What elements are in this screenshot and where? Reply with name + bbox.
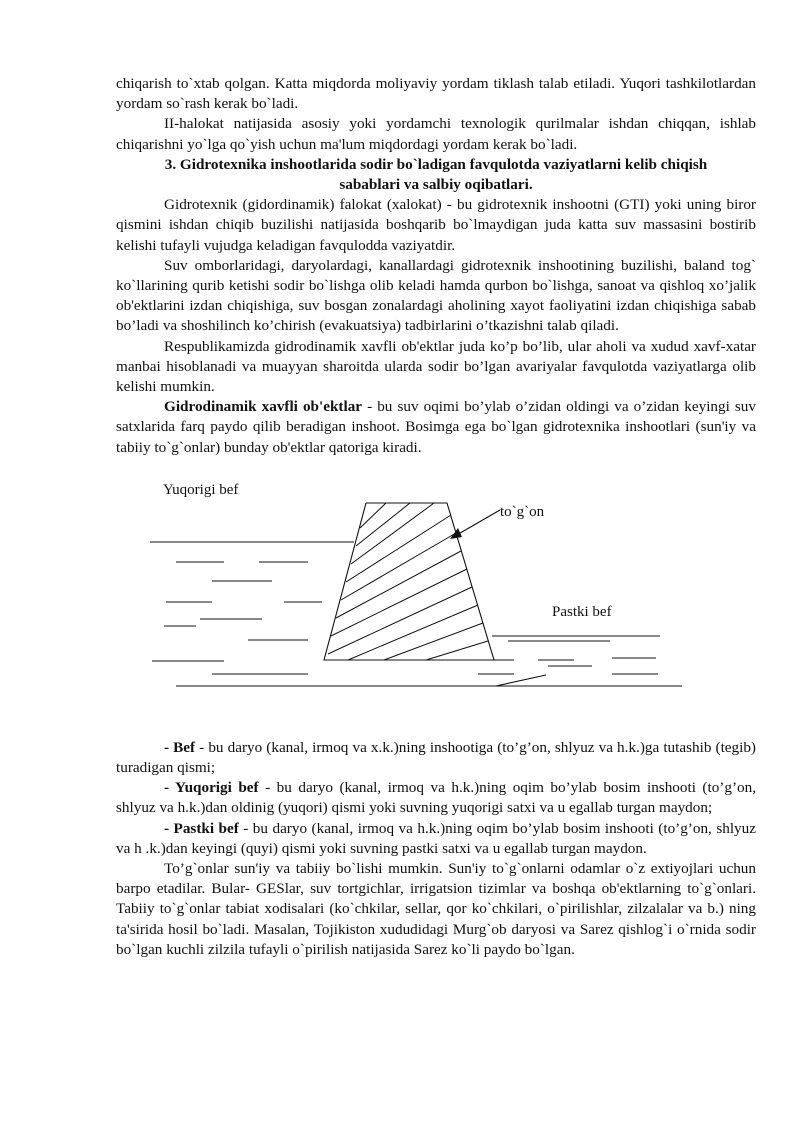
dam-diagram [116, 478, 756, 718]
paragraph-continuation: chiqarish to`xtab qolgan. Katta miqdorda moliyaviy yordam tiklash talab etiladi. Yuqori tashkilotlardan yordam so`rash kerak bo`ladi. [116, 75, 756, 113]
arrow-head [450, 528, 462, 539]
term-bef: - Bef [164, 738, 196, 756]
paragraph-ii-halokat: II-halokat natijasida asosiy yoki yordamchi texnologik qurilmalar ishdan chiqqan, ishlab chiqarishni yo`lga qo`yish uchun ma'lum miqdordagi yordam kerak bo`ladi. [116, 115, 756, 153]
dam-drawing [116, 478, 756, 718]
term-gidrodinamik: Gidrodinamik xavfli ob'ektlar [164, 398, 363, 416]
definition-pastki-bef [116, 819, 756, 859]
paragraph-republic: Respublikamizda gidrodinamik xavfli ob'ektlar juda ko’p bo’lib, ular aholi va xudud xavf-xatar manbai hisoblanadi va muayyan sharoitda ularda sodir bo’lgan avariyalar favqulotda vaziyatlarga olib kelishi mumkin. [116, 337, 756, 396]
label-dam: to`g`on [500, 503, 545, 520]
term-yuqorigi-bef: - Yuqorigi bef [164, 779, 259, 797]
paragraph-gidrodinamik [116, 397, 756, 458]
label-upstream: Yuqorigi bef [163, 481, 239, 498]
text-pastki-bef: - bu daryo (kanal, irmoq va h.k.)ning oqim bo’ylab bosim inshooti (to’g’on, shlyuz va h .k.)dan keyingi (quyi) qismi yoki suvning pastki satxi va u egallab turgan maydon. [116, 819, 756, 857]
text-gidrodinamik: - bu suv oqimi bo’ylab o’zidan oldingi va o’zidan keyingi suv satxlarida farq paydo qilib beradigan inshoot. Bosimga ega bo`lgan gidrotexnika inshootlari (sun'iy va tabiiy to`g`onlar) bunday ob'ektlar qatoriga kiradi. [116, 398, 756, 456]
section-heading: 3. Gidrotexnika inshootlarida sodir bo`ladigan favqulotda vaziyatlarni kelib chiqish sabablari va salbiy oqibatlari. [164, 155, 708, 194]
label-downstream: Pastki bef [552, 603, 612, 620]
term-pastki-bef: - Pastki bef [164, 819, 239, 837]
text-bef: - bu daryo (kanal, irmoq va x.k.)ning inshootiga (to’g’on, shlyuz va h.k.)ga tutashib (tegib) turadigan qismi; [116, 738, 756, 777]
definition-yuqorigi-bef [116, 778, 756, 818]
paragraph-definition: Gidrotexnik (gidordinamik) falokat (xalokat) - bu gidrotexnik inshootni (GTI) yoki uning biror qismini ishdan chiqib buzilishi natijasida boshqarib bo`lmaydigan juda katta suv massasini bostirib kelishi tufayli vujudga keladigan favqulodda vaziyatdir. [116, 196, 756, 254]
definition-bef [116, 738, 756, 778]
text-yuqorigi-bef: - bu daryo (kanal, irmoq va h.k.)ning oqim bo’ylab bosim inshooti (to’g’on, shlyuz va h.k.)dan oldinig (yuqori) qismi yoki suvning yuqorigi satxi va u egallab turgan maydon; [116, 779, 756, 817]
document-page [116, 74, 756, 960]
paragraph-reservoirs: Suv omborlaridagi, daryolardagi, kanallardagi gidrotexnik inshootining buzilishi, baland tog` ko`llarining qurib ketishi sodir bo`lishga olib keladi hamda qurbon bo`lishga, sanoat va qishloq xo’jalik ob'ektlarini izdan chiqishiga, suv bosgan zonalardagi aholining xayot faoliyatini izdan chiqishiga sabab bo’ladi va shoshilinch ko’chirish (evakuatsiya) tadbirlarini o’tkazishni talab qiladi. [116, 256, 756, 335]
paragraph-dams: To’g`onlar sun'iy va tabiiy bo`lishi mumkin. Sun'iy to`g`onlarni odamlar o`z extiyojlari uchun barpo etadilar. Bular- GESlar, suv tortgichlar, irrigatsion tizimlar va boshqa ob'ektlarning to`g`onlari. Tabiiy to`g`onlar tabiat xodisalari (ko`chkilar, sellar, qor ko`chkilari, o`pirilishlar, zilzalalar va b.) ning ta'sirida hosil bo`ladi. Masalan, Tojikiston xududidagi Murg`ob daryosi va Sarez qishlog`i o`rnida sodir bo`lgan kuchli zilzila tufayli o`pirilish natijasida Sarez ko`li paydo bo`lgan. [116, 860, 756, 958]
